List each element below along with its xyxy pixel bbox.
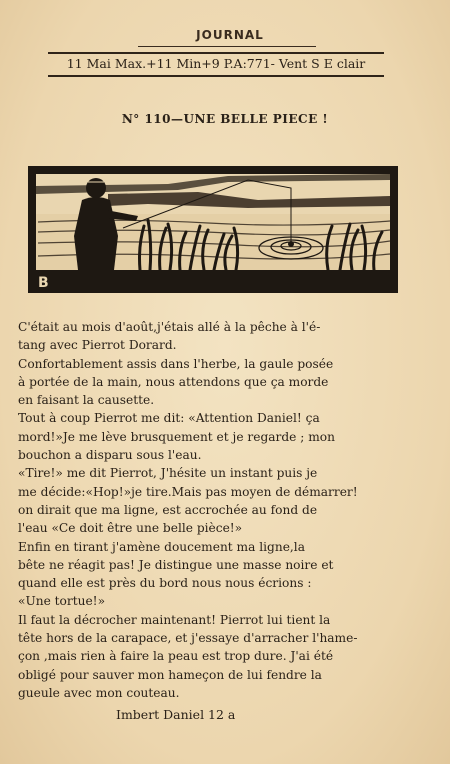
- article-body: [18, 318, 390, 702]
- text-line: à portée de la main, nous attendons que ça morde: [18, 374, 329, 389]
- text-line: tang avec Pierrot Dorard.: [18, 338, 177, 353]
- text-line: mord!»Je me lève brusquement et je regarde ; mon: [18, 429, 335, 444]
- text-line: en faisant la causette.: [18, 393, 155, 408]
- text-line: obligé pour sauver mon hameçon de lui fendre la: [18, 667, 322, 682]
- weather-line: 11 Mai Max.+11 Min+9 P.A:771- Vent S E clair: [66, 56, 366, 71]
- woodcut-illustration: [28, 166, 398, 293]
- article-headline: N° 110—UNE BELLE PIECE !: [121, 112, 329, 126]
- text-line: Confortablement assis dans l'herbe, la gaule posée: [18, 356, 334, 371]
- text-line: çon ,mais rien à faire la peau est trop dure. J'ai été: [18, 649, 334, 664]
- text-line: bouchon a disparu sous l'eau.: [18, 448, 202, 463]
- text-line: on dirait que ma ligne, est accrochée au fond de: [18, 502, 318, 517]
- text-line: C'était au mois d'août,j'étais allé à la pêche à l'é-: [18, 320, 321, 334]
- bottom-rule: [48, 75, 384, 77]
- text-line: Enfin en tirant j'amène doucement ma ligne,la: [18, 539, 305, 554]
- text-line: quand elle est près du bord nous nous écrions :: [18, 576, 312, 591]
- text-line: «Une tortue!»: [18, 594, 106, 609]
- masthead-underline: [138, 46, 316, 47]
- text-line: Tout à coup Pierrot me dit: «Attention Daniel! ça: [18, 411, 320, 426]
- top-rule: [48, 52, 384, 54]
- text-line: me décide:«Hop!»je tire.Mais pas moyen de démarrer!: [18, 484, 358, 499]
- text-line: gueule avec mon couteau.: [18, 685, 180, 700]
- illustration-initial: B: [38, 275, 49, 291]
- text-line: tête hors de la carapace, et j'essaye d'arracher l'hame-: [18, 631, 358, 646]
- text-line: l'eau «Ce doit être une belle pièce!»: [18, 521, 243, 536]
- text-line: bête ne réagit pas! Je distingue une masse noire et: [18, 557, 334, 572]
- author-signature: Imbert Daniel 12 a: [116, 707, 236, 722]
- text-line: «Tire!» me dit Pierrot, J'hésite un instant puis je: [18, 466, 318, 481]
- masthead-title: JOURNAL: [196, 28, 264, 42]
- text-line: Il faut la décrocher maintenant! Pierrot lui tient la: [18, 612, 331, 627]
